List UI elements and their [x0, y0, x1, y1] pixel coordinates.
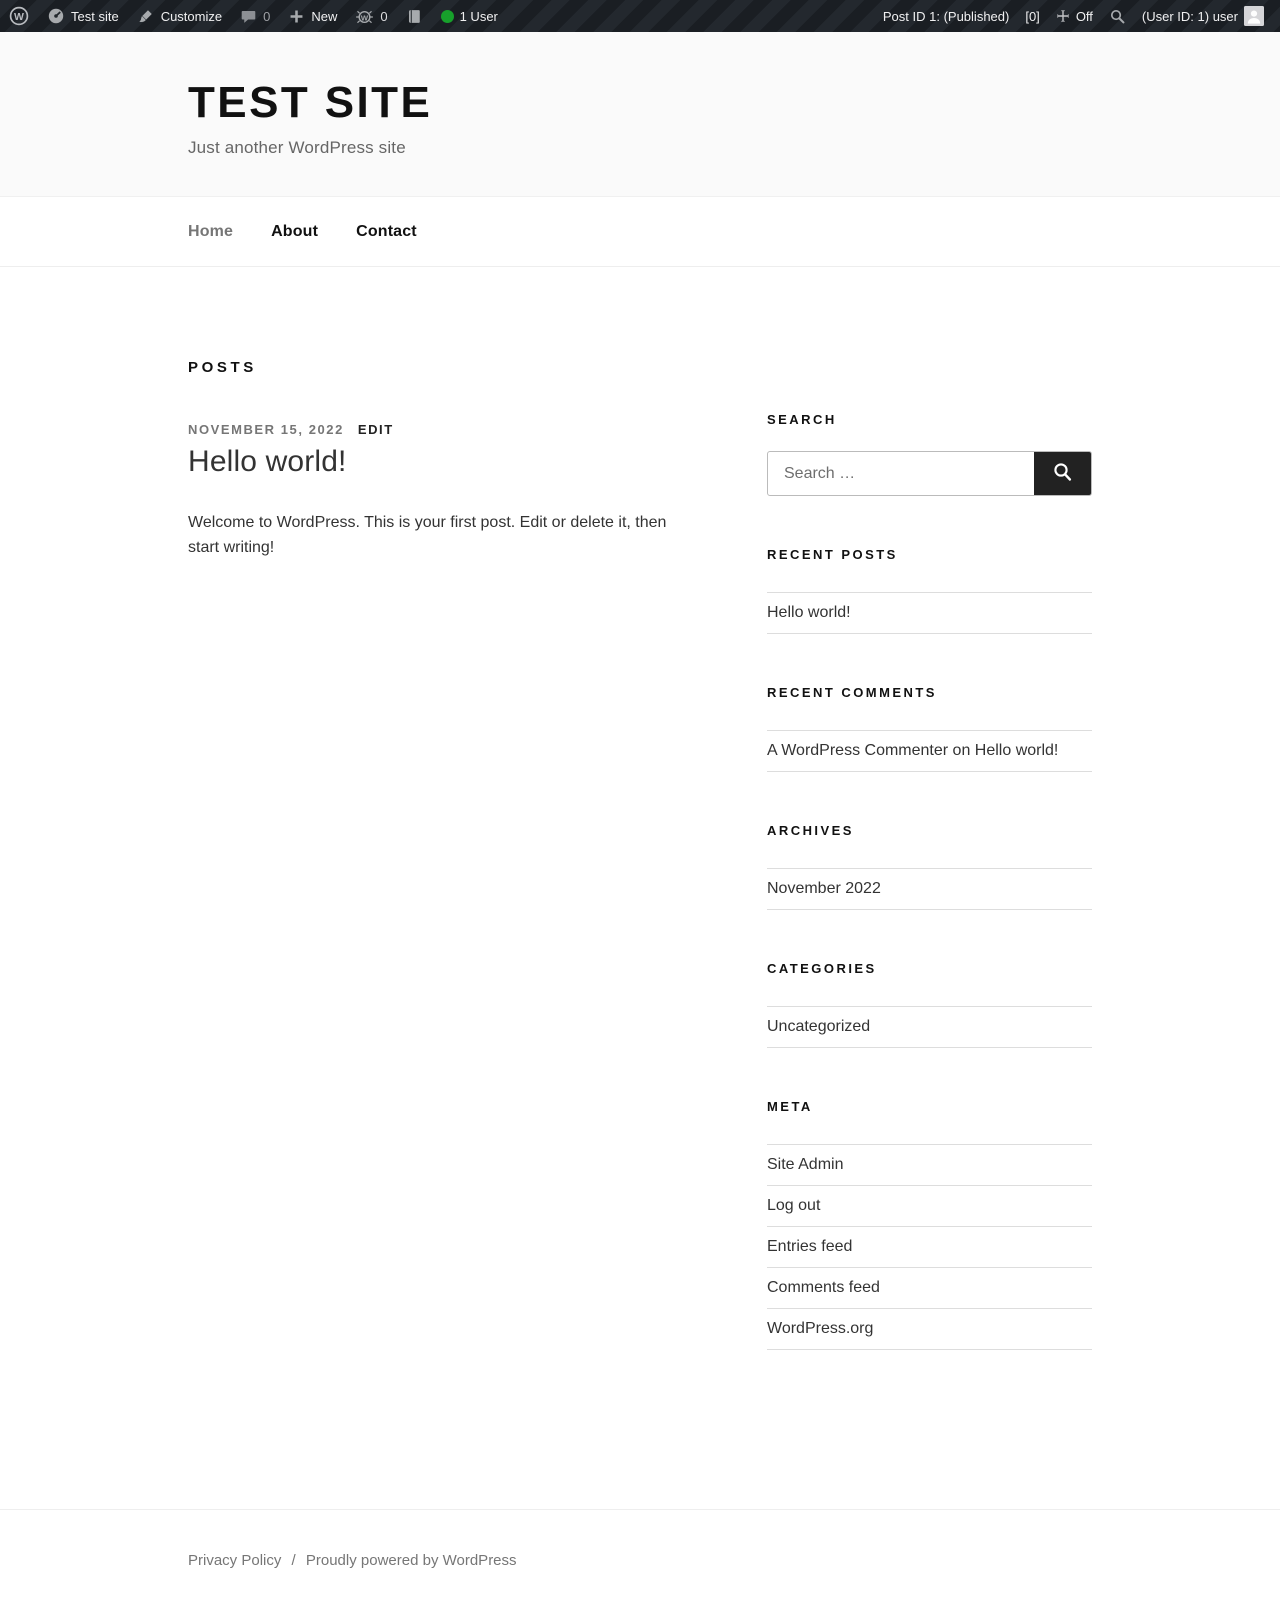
list-item — [767, 1007, 1092, 1048]
site-header — [0, 32, 1280, 197]
site-footer — [0, 1509, 1280, 1615]
admin-bar-left — [0, 0, 507, 32]
svg-text:W: W — [361, 12, 369, 22]
search-input[interactable] — [768, 452, 1034, 495]
post-date-link[interactable]: NOVEMBER 15, 2022 — [188, 422, 344, 437]
admin-bar-site-name-label: Test site — [71, 8, 119, 24]
meta-log-out-link[interactable]: Log out — [767, 1197, 821, 1214]
post-article — [188, 422, 690, 561]
wordpress-logo-icon — [9, 6, 29, 26]
archives-title: ARCHIVES — [767, 823, 854, 838]
admin-bar-users-label: 1 User — [459, 8, 498, 24]
search-submit-button[interactable] — [1034, 452, 1091, 495]
online-status-dot — [441, 10, 454, 23]
paintbrush-icon — [137, 7, 155, 25]
comment-author-link[interactable]: A WordPress Commenter — [767, 742, 949, 759]
sidebar — [767, 359, 1092, 1401]
admin-bar-debug-count: 0 — [380, 8, 388, 24]
admin-bar-customize[interactable] — [128, 0, 231, 32]
page-title: POSTS — [188, 359, 257, 376]
archive-link[interactable]: November 2022 — [767, 880, 881, 897]
admin-bar-search[interactable] — [1101, 0, 1134, 32]
bug-icon — [355, 7, 374, 26]
post-title-link[interactable]: Hello world! — [188, 445, 347, 478]
admin-bar-new[interactable] — [279, 0, 346, 32]
site-tagline: Just another WordPress site — [188, 138, 406, 157]
post-edit-link[interactable]: EDIT — [357, 422, 394, 437]
search-widget — [767, 412, 1092, 496]
admin-bar — [0, 0, 1280, 32]
list-item — [767, 731, 1092, 772]
comment-bubble-icon — [240, 8, 257, 25]
main-navigation — [0, 197, 1280, 267]
recent-post-link[interactable]: Hello world! — [767, 604, 851, 621]
post-body: Welcome to WordPress. This is your first post. Edit or delete it, then start writing! — [188, 514, 667, 556]
comment-connector: on — [948, 742, 975, 759]
list-item — [767, 869, 1092, 910]
admin-bar-off-label: Off — [1075, 8, 1093, 24]
recent-comments-widget — [767, 685, 1092, 772]
list-item — [767, 1145, 1092, 1186]
cross-icon — [1056, 9, 1070, 23]
wordpress-logo-menu[interactable] — [0, 0, 38, 32]
recent-posts-widget — [767, 547, 1092, 634]
categories-widget — [767, 961, 1092, 1048]
svg-text:W: W — [14, 11, 24, 23]
comment-post-link[interactable]: Hello world! — [974, 742, 1059, 759]
admin-bar-bracket-count[interactable]: [0] — [1025, 8, 1040, 24]
nav-item-about[interactable]: About — [271, 222, 319, 240]
meta-widget — [767, 1099, 1092, 1350]
admin-bar-right — [875, 0, 1280, 32]
admin-bar-new-label: New — [311, 8, 338, 24]
search-icon — [1109, 8, 1126, 25]
privacy-policy-link[interactable]: Privacy Policy — [188, 1552, 282, 1569]
archives-widget — [767, 823, 1092, 910]
admin-bar-post-status: Post ID 1: (Published) — [882, 8, 1010, 24]
meta-entries-feed-link[interactable]: Entries feed — [767, 1238, 853, 1255]
list-item — [767, 593, 1092, 634]
admin-bar-user-label: (User ID: 1) user — [1141, 8, 1238, 24]
admin-bar-my-account[interactable] — [1134, 0, 1272, 32]
recent-comments-title: RECENT COMMENTS — [767, 685, 937, 700]
nav-item-contact[interactable]: Contact — [356, 222, 417, 240]
post-meta — [188, 422, 690, 437]
admin-bar-debug-bug[interactable] — [346, 0, 396, 32]
meta-site-admin-link[interactable]: Site Admin — [767, 1156, 844, 1173]
list-item — [767, 1268, 1092, 1309]
admin-bar-log-book[interactable] — [397, 0, 432, 32]
meta-title: META — [767, 1099, 813, 1114]
meta-wordpress-org-link[interactable]: WordPress.org — [767, 1320, 874, 1337]
footer-separator: / — [291, 1552, 296, 1569]
search-form — [767, 451, 1092, 496]
admin-bar-off-toggle[interactable] — [1048, 0, 1101, 32]
main-content — [188, 359, 690, 561]
admin-bar-site-name[interactable] — [38, 0, 128, 32]
admin-bar-online-users[interactable] — [432, 0, 507, 32]
plus-icon — [288, 8, 305, 25]
list-item — [767, 1309, 1092, 1350]
category-link[interactable]: Uncategorized — [767, 1018, 871, 1035]
dashboard-gauge-icon — [47, 7, 65, 25]
list-item — [767, 1227, 1092, 1268]
recent-posts-title: RECENT POSTS — [767, 547, 898, 562]
site-title[interactable]: TEST SITE — [188, 78, 433, 127]
admin-bar-comments-count: 0 — [263, 8, 271, 24]
search-widget-title: SEARCH — [767, 412, 837, 427]
meta-comments-feed-link[interactable]: Comments feed — [767, 1279, 880, 1296]
list-item — [767, 1186, 1092, 1227]
admin-bar-comments[interactable] — [231, 0, 279, 32]
categories-title: CATEGORIES — [767, 961, 877, 976]
search-button-icon — [1051, 460, 1075, 487]
powered-by-link[interactable]: Proudly powered by WordPress — [305, 1552, 517, 1569]
book-icon — [406, 8, 423, 25]
user-avatar — [1244, 6, 1264, 26]
admin-bar-customize-label: Customize — [160, 8, 223, 24]
nav-item-home[interactable]: Home — [188, 222, 234, 240]
